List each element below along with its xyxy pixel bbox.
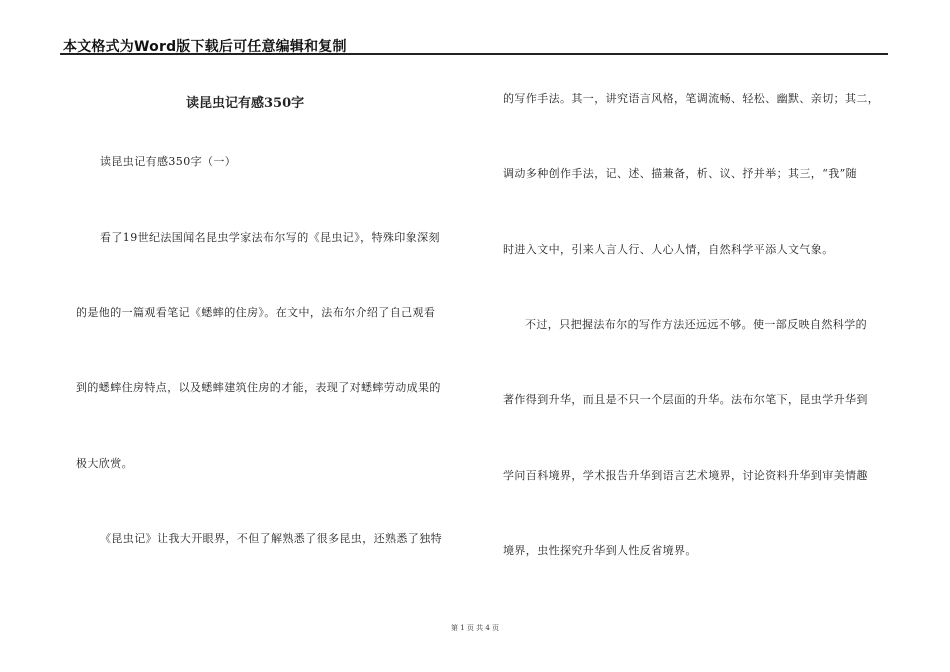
paragraph-line: 极大欣赏。 <box>76 457 133 470</box>
document-title: 读昆虫记有感350字 <box>186 96 305 111</box>
paragraph-line: 调动多种创作手法，记、述、描兼备，析、议、抒并举；其三，“我”随 <box>503 167 858 180</box>
paragraph-line: 《昆虫记》让我大开眼界，不但了解熟悉了很多昆虫，还熟悉了独特 <box>100 532 442 545</box>
page-footer: 第 1 页 共 4 页 <box>450 624 500 632</box>
paragraph-line: 的是他的一篇观看笔记《蟋蟀的住房》。在文中，法布尔介绍了自己观看 <box>76 306 436 319</box>
paragraph-line: 不过，只把握法布尔的写作方法还远远不够。使一部反映自然科学的 <box>525 318 867 331</box>
paragraph-line: 境界，虫性探究升华到人性反省境界。 <box>503 544 697 557</box>
header-rule <box>60 53 888 55</box>
paragraph-line: 时进入文中，引来人言人行、人心人情，自然科学平添人文气象。 <box>503 243 834 256</box>
paragraph-line: 到的蟋蟀住房特点，以及蟋蟀建筑住房的才能，表现了对蟋蟀劳动成果的 <box>76 381 441 394</box>
paragraph-line: 学问百科境界，学术报告升华到语言艺术境界，讨论资料升华到审美情趣 <box>503 469 868 482</box>
paragraph-line: 看了19世纪法国闻名昆虫学家法布尔写的《昆虫记》，特殊印象深刻 <box>100 231 440 244</box>
paragraph-line: 的写作手法。其一，讲究语言风格，笔调流畅、轻松、幽默、亲切；其二， <box>503 92 880 105</box>
subtitle-line: 读昆虫记有感350字（一） <box>100 155 237 168</box>
page-header: 本文格式为Word版下载后可任意编辑和复制 <box>63 39 347 55</box>
paragraph-line: 著作得到升华，而且是不只一个层面的升华。法布尔笔下，昆虫学升华到 <box>503 393 868 406</box>
